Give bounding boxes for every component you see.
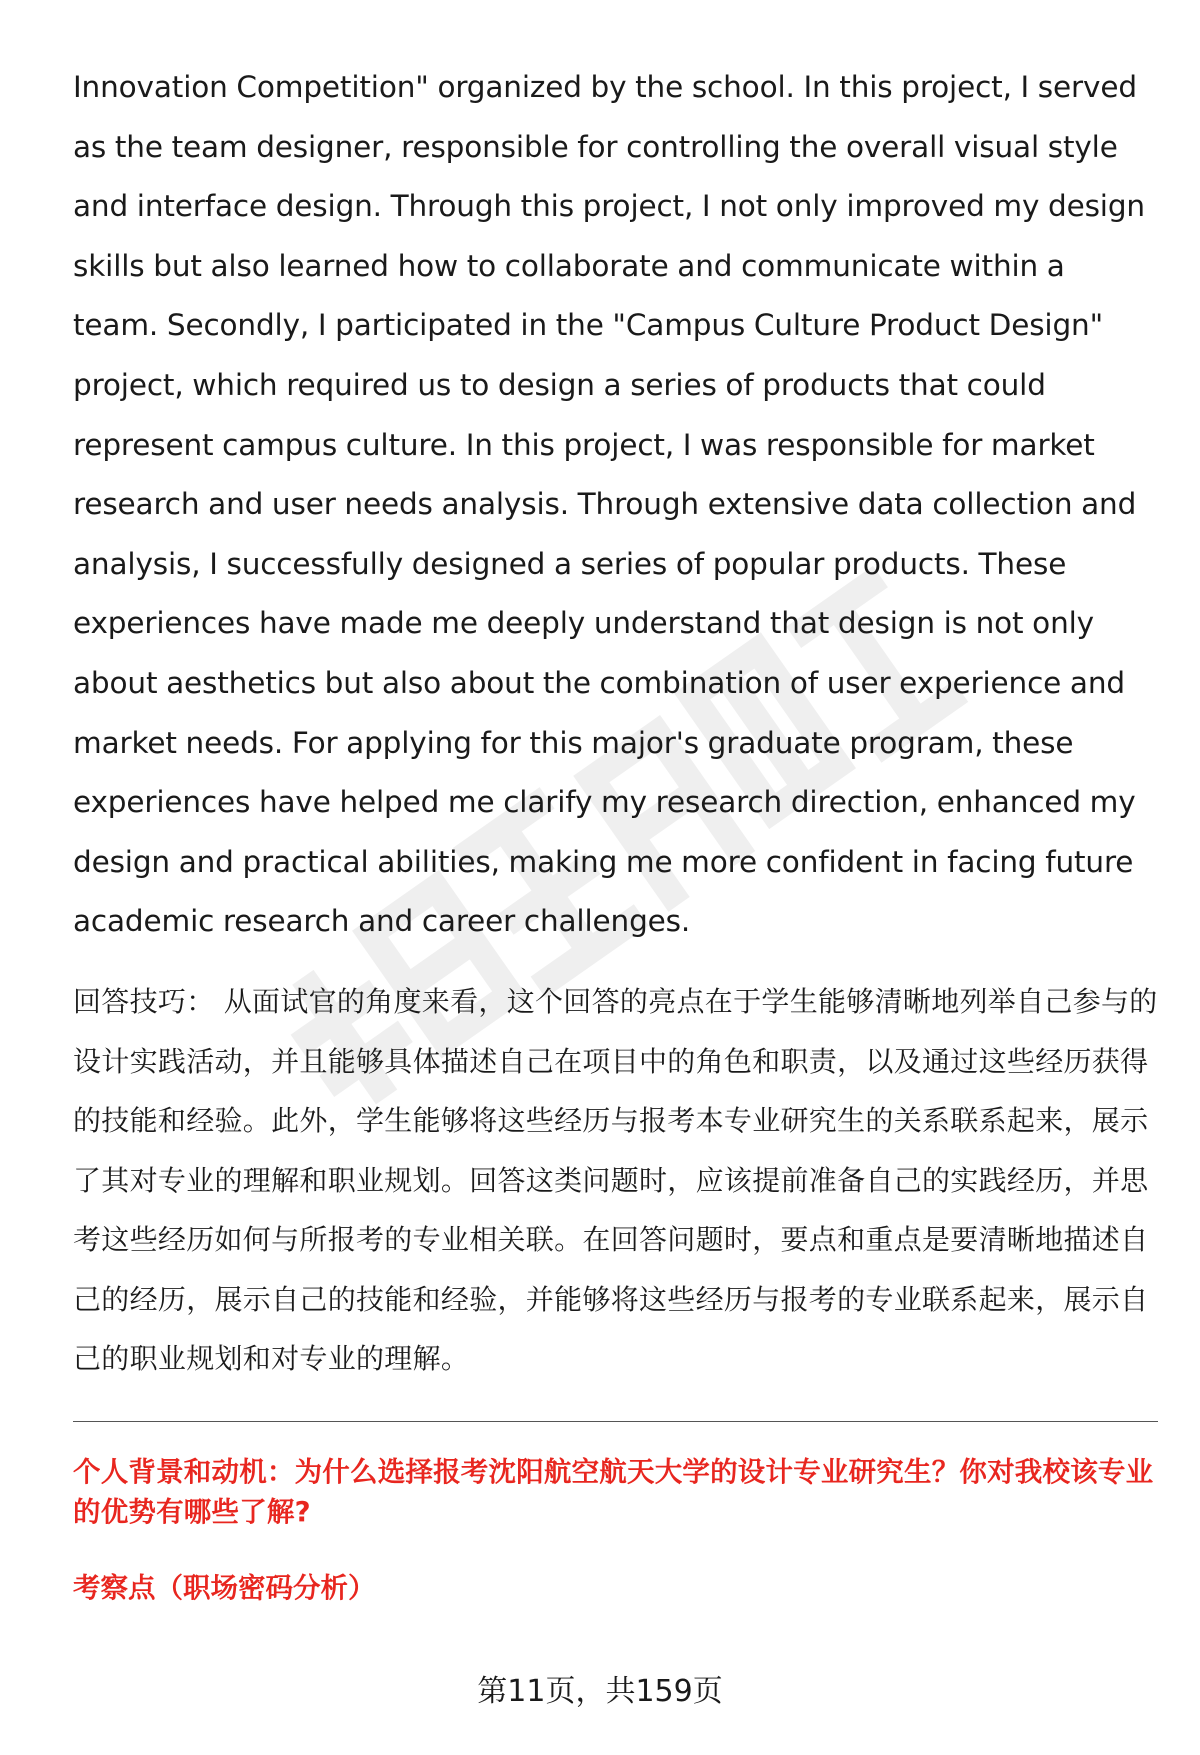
assessment-points-label: 考察点（职场密码分析） bbox=[73, 1572, 376, 1605]
answer-tips-paragraph: 回答技巧： 从面试官的角度来看，这个回答的亮点在于学生能够清晰地列举自己参与的设计实践活动，并且能够具体描述自己在项目中的角色和职责，以及通过这些经历获得的技能和经验。此外，学生能够将这些经历与报考本专业研究生的关系联系起来，展示了其对专业的理解和职业规划。回答这类问题时，应该提前准备自己的实践经历，并思考这些经历如何与所报考的专业相关联。在回答问题时，要点和重点是要清晰地描述自己的经历，展示自己的技能和经验，并能够将这些经历与报考的专业联系起来，展示自己的职业规划和对专业的理解。 bbox=[73, 984, 1158, 1376]
page-content bbox=[73, 58, 1158, 1608]
page-number-footer: 第11页，共159页 bbox=[477, 1674, 723, 1709]
english-answer-paragraph: Innovation Competition" organized by the school. In this project, I served as the team designer, responsible for controlling the overall visual style and interface design. Through this project, I not only improved my design skills but also learned how to collaborate and communicate within a team. Secondly, I participated in the "Campus Culture Product Design" project, which required us to design a series of products that could represent campus culture. In this project, I was responsible for market research and user needs analysis. Through extensive data collection and analysis, I successfully designed a series of popular products. These experiences have made me deeply understand that design is not only about aesthetics but also about the combination of user experience and market needs. For applying for this major's graduate program, these experiences have helped me clarify my research direction, enhanced my design and practical abilities, making me more confident in facing future academic research and career challenges. bbox=[73, 70, 1145, 939]
interview-question-heading: 个人背景和动机：为什么选择报考沈阳航空航天大学的设计专业研究生？你对我校该专业的优势有哪些了解? bbox=[73, 1456, 1154, 1529]
section-divider bbox=[73, 1421, 1158, 1422]
